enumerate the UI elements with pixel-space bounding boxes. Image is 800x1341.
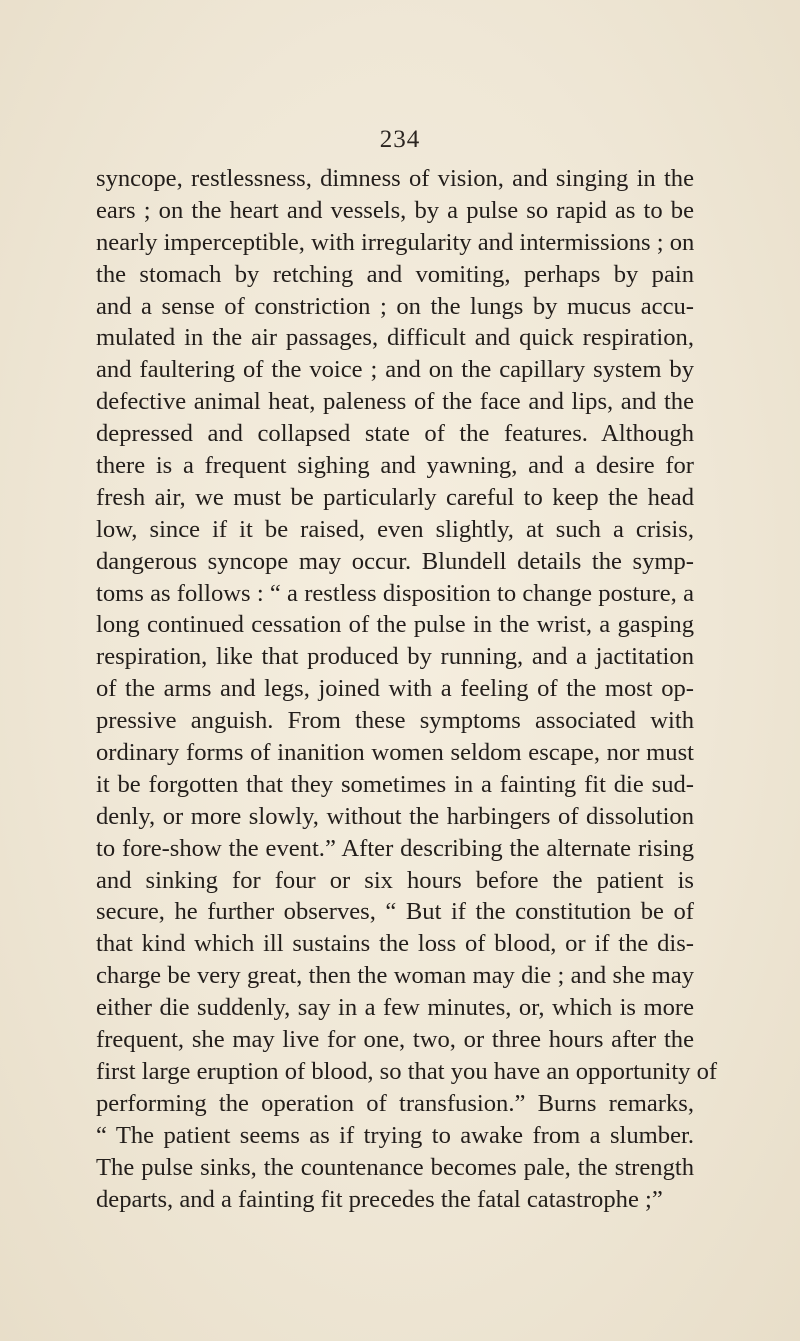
text-line: ears ; on the heart and vessels, by a pulse so rapid as to be [96, 196, 694, 224]
text-line: “ The patient seems as if trying to awake from a slumber. [96, 1121, 694, 1149]
text-line: nearly imperceptible, with irregularity and intermissions ; on [96, 228, 695, 256]
text-line: performing the operation of transfusion.” Burns remarks, [96, 1089, 694, 1117]
text-line: it be forgotten that they sometimes in a fainting fit die sud- [96, 770, 694, 798]
text-line: respiration, like that produced by running, and a jactitation [96, 643, 694, 671]
text-line: either die suddenly, say in a few minutes, or, which is more [96, 994, 694, 1022]
page-number: 234 [379, 126, 421, 153]
text-line: pressive anguish. From these symptoms associated with [96, 707, 694, 735]
text-line: denly, or more slowly, without the harbingers of dissolution [96, 802, 694, 830]
text-line: the stomach by retching and vomiting, perhaps by pain [96, 260, 694, 288]
text-line: syncope, restlessness, dimness of vision, and singing in the [96, 165, 694, 192]
text-line: depressed and collapsed state of the features. Although [96, 420, 694, 448]
text-line: first large eruption of blood, so that you have an opportunity of [96, 1057, 718, 1085]
text-line: departs, and a fainting fit precedes the fatal catastrophe ;” [96, 1185, 663, 1213]
text-line: The pulse sinks, the countenance becomes pale, the strength [96, 1153, 694, 1181]
text-line: long continued cessation of the pulse in the wrist, a gasping [96, 611, 694, 639]
text-line: low, since if it be raised, even slightly, at such a crisis, [96, 515, 694, 543]
text-line: to fore-show the event.” After describing the alternate rising [96, 834, 694, 862]
text-line: ordinary forms of inanition women seldom escape, nor must [96, 739, 694, 767]
text-line: there is a frequent sighing and yawning, and a desire for [96, 452, 694, 480]
text-line: charge be very great, then the woman may die ; and she may [96, 962, 694, 990]
text-line: toms as follows : “ a restless disposition to change posture, a [96, 579, 694, 607]
text-line: that kind which ill sustains the loss of blood, or if the dis- [96, 930, 694, 958]
text-line: frequent, she may live for one, two, or three hours after the [96, 1026, 694, 1054]
text-line: and faultering of the voice ; and on the capillary system by [96, 356, 694, 384]
text-line: and a sense of constriction ; on the lungs by mucus accu- [96, 292, 694, 320]
text-line: mulated in the air passages, difficult and quick respiration, [96, 324, 694, 352]
text-line: of the arms and legs, joined with a feeling of the most op- [96, 675, 694, 703]
body-text [96, 163, 718, 1215]
text-line: fresh air, we must be particularly careful to keep the head [96, 483, 694, 511]
text-line: dangerous syncope may occur. Blundell details the symp- [96, 547, 694, 575]
text-line: secure, he further observes, “ But if the constitution be of [96, 898, 694, 926]
text-line: defective animal heat, paleness of the face and lips, and the [96, 388, 694, 416]
text-line: and sinking for four or six hours before the patient is [96, 866, 694, 894]
